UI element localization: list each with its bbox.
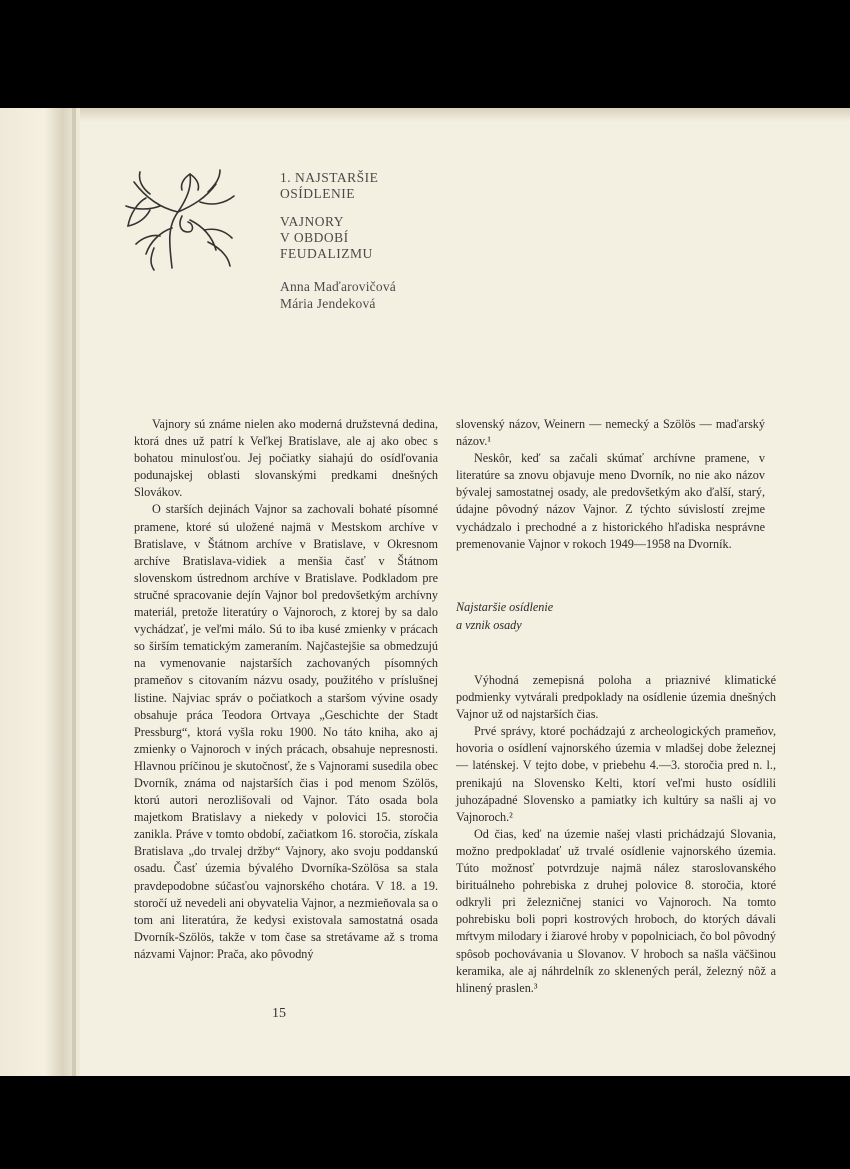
right-text-column-bottom <box>456 672 776 997</box>
paragraph: Neskôr, keď sa začali skúmať archívne pramene, v literatúre sa znovu objavuje meno Dvorník, no nie ako názov bývalej samostatnej osady, ale predovšetkým ako ďalší, starý, údajne pôvodný názov Vajnor. Z týchto súvislostí zrejme vychádzalo i prechodné a z historického hľadiska nesprávne premenovanie Vajnor v rokoch 1949—1958 na Dvorník. <box>456 451 765 551</box>
paragraph: Prvé správy, ktoré pochádzajú z archeologických prameňov, hovoria o osídlení vajnorského územia v mladšej dobe železnej — laténskej. V tejto dobe, v priebehu 4.—3. storočia pred n. l., prenikajú na Slovensko Kelti, ktorí veľmi husto osídlili juhozápadné Slovensko a pamiatky ich kultúry sa našli aj vo Vajnoroch.² <box>456 724 776 824</box>
subheading-line2: a vznik osady <box>456 618 522 632</box>
paragraph: Výhodná zemepisná poloha a priaznivé klimatické podmienky vytvárali predpoklady na osídlenie územia dnešných Vajnor už od najstarších čias. <box>456 673 776 722</box>
chapter-title-line1: 1. NAJSTARŠIE <box>280 170 379 185</box>
page-shadow <box>80 108 850 122</box>
author-1: Anna Maďarovičová <box>280 279 396 294</box>
chapter-title-line4: V OBDOBÍ <box>280 230 349 245</box>
paragraph: Vajnory sú známe nielen ako moderná družstevná dedina, ktorá dnes už patrí k Veľkej Bratislave, ale aj ako obec s bohatou minulosťou. Jej počiatky siahajú do osídľovania podunajskej oblasti slovanskými predkami dnešných Slovákov. <box>134 417 438 500</box>
chapter-title-line5: FEUDALIZMU <box>280 246 373 261</box>
paragraph: Od čias, keď na územie našej vlasti prichádzajú Slovania, možno predpokladať už trvalé osídlenie vajnorského územia. Túto možnosť potvrdzuje najmä nález staroslovanského birituálneho pohrebiska z druhej polovice 8. storočia, ktoré odkryli pri železničnej stanici vo Vajnoroch. Na tomto pohrebisku boli popri kostrových hroboch, do ktorých dávali mŕtvym milodary i žiarové hroby v popolniciach, čo bol pôvodný spôsob pochovávania u Slovanov. V hroboch sa našla väčšinou keramika, ale aj náhrdelník zo sklenených perál, železný nôž a hlinený praslen.³ <box>456 826 776 995</box>
leaf-ornament-icon <box>120 168 242 272</box>
section-subheading <box>456 598 553 634</box>
left-text-column <box>134 416 438 963</box>
right-text-column-top <box>456 416 765 553</box>
page-number: 15 <box>272 1006 286 1021</box>
paragraph: slovenský názov, Weinern — nemecký a Szölös — maďarský názov.¹ <box>456 417 765 449</box>
gutter-line <box>72 108 76 1076</box>
paragraph: O starších dejinách Vajnor sa zachovali bohaté písomné pramene, ktoré sú uložené najmä v Mestskom archíve v Bratislave, v Štátnom archíve v Bratislave, v Okresnom archíve Bratislava-vidiek a menšia časť v Štátnom slovenskom ústrednom archíve v Bratislave. Podkladom pre stručné spracovanie dejín Vajnor bol predovšetkým archívny materiál, pretože literatúry o Vajnoroch, z ktorej by sa dalo vychádzať, je veľmi málo. Sú to iba kusé zmienky v prácach so širším tematickým zameraním. Najčastejšie sa obmedzujú na vymenovanie najstarších zachovaných písomných prameňov s citovaním názvu osady, použitého v príslušnej listine. Najviac správ o počiatkoch a staršom vývine osady obsahuje práca Teodora Ortvaya „Geschichte der Stadt Pressburg“, ktorá vyšla roku 1900. No táto kniha, ako aj zmienky o Vajnoroch v iných prácach, obsahuje nepresnosti. Hlavnou príčinou je skutočnosť, že s Vajnorami susedila obec Dvorník, známa od najstarších čias i pod menom Szölös, ktorú autori nerozlišovali od Vajnor. Táto osada bola majetkom Bratislavy a niekedy v polovici 15. storočia zanikla. Práve v tomto období, začiatkom 16. storočia, získala Bratislava „do trvalej držby“ Vajnory, ako svoju poddanskú osadu. Časť územia bývalého Dvorníka-Szölösa sa stala pravdepodobne súčasťou vajnorského chotára. V 18. a 19. storočí už nevedeli ani obyvatelia Vajnor, a nezmieňovala sa o tom ani literatúra, že kedysi existovala samostatná osada Dvorník-Szölös, takže v tom čase sa stretávame až s troma názvami Vajnor: Prača, ako pôvodný <box>134 502 438 961</box>
subheading-line1: Najstaršie osídlenie <box>456 600 554 614</box>
authors <box>280 278 396 312</box>
chapter-title-line3: VAJNORY <box>280 214 345 229</box>
book-spine <box>0 108 80 1076</box>
chapter-heading <box>280 170 396 312</box>
chapter-title-line2: OSÍDLENIE <box>280 186 355 201</box>
author-2: Mária Jendeková <box>280 296 376 311</box>
